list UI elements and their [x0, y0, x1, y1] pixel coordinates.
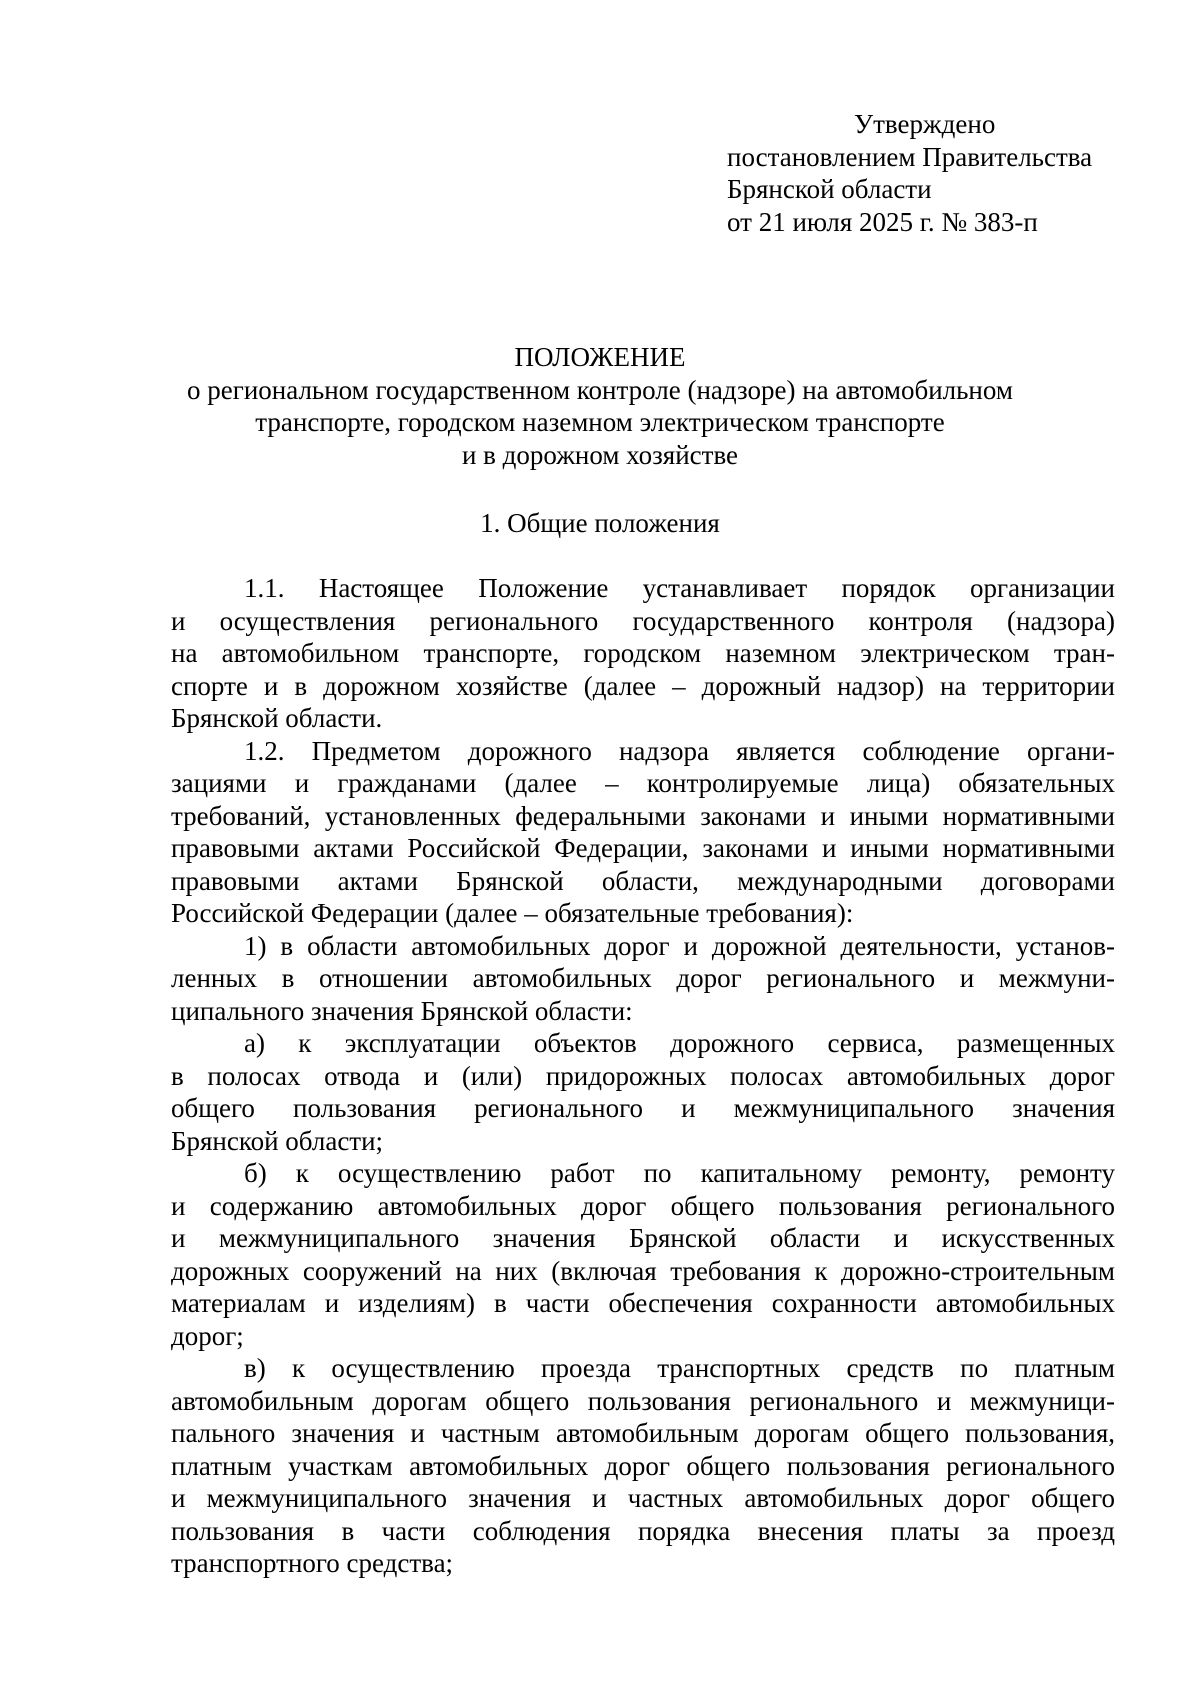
text-line: а) к эксплуатации объектов дорожного сервиса, размещенных — [244, 1028, 1115, 1058]
list-item-1 — [171, 930, 1115, 1028]
text-line: 1.2. Предметом дорожного надзора является соблюдение органи- — [244, 735, 1115, 766]
approval-line: постановлением Правительства — [727, 141, 1093, 172]
text-line: дорожных сооружений на них (включая требования к дорожно-строительным — [171, 1255, 1115, 1286]
text-line: спорте и в дорожном хозяйстве (далее – дорожный надзор) на территории — [171, 670, 1115, 701]
text-line: зациями и гражданами (далее – контролируемые лица) обязательных — [171, 768, 1115, 798]
text-line: и осуществления регионального государственного контроля (надзора) — [171, 605, 1115, 636]
text-line: правовыми актами Брянской области, международными договорами — [171, 865, 1115, 896]
approval-line: Брянской области — [727, 174, 932, 204]
text-line: ципального значения Брянской области: — [171, 995, 633, 1026]
document-title — [0, 341, 1200, 471]
approval-stamp — [727, 108, 1092, 238]
text-line: ленных в отношении автомобильных дорог регионального и межмуни- — [171, 963, 1115, 993]
text-line: 1.1. Настоящее Положение устанавливает порядок организации — [244, 573, 1115, 603]
list-item-a — [171, 1027, 1115, 1157]
text-line: и межмуниципального значения и частных автомобильных дорог общего — [171, 1483, 1115, 1513]
text-line: и межмуниципального значения Брянской области и искусственных — [171, 1223, 1115, 1253]
text-line: в полосах отвода и (или) придорожных полосах автомобильных дорог — [171, 1060, 1115, 1091]
text-line: общего пользования регионального и межмуниципального значения — [171, 1093, 1115, 1123]
title-line: о региональном государственном контроле (надзоре) на автомобильном — [187, 374, 1013, 405]
list-item-v — [171, 1352, 1115, 1580]
text-line: пользования в части соблюдения порядка внесения платы за проезд — [171, 1515, 1115, 1546]
text-line: Российской Федерации (далее – обязательные требования): — [171, 898, 854, 928]
text-line: транспортного средства; — [171, 1548, 454, 1578]
list-item-b — [171, 1157, 1115, 1352]
text-line: автомобильным дорогам общего пользования регионального и межмуници- — [171, 1385, 1115, 1416]
text-line: материалам и изделиям) в части обеспечения сохранности автомобильных — [171, 1288, 1115, 1318]
paragraph-1-2 — [171, 735, 1115, 930]
paragraph-1-1 — [171, 572, 1115, 735]
text-line: пального значения и частным автомобильным дорогам общего пользования, — [171, 1418, 1115, 1448]
title-heading: ПОЛОЖЕНИЕ — [514, 342, 686, 372]
text-line: требований, установленных федеральными законами и иными нормативными — [171, 800, 1115, 831]
text-line: Брянской области; — [171, 1125, 384, 1156]
approval-line: Утверждено — [854, 109, 996, 139]
text-line: правовыми актами Российской Федерации, законами и иными нормативными — [171, 833, 1115, 863]
approval-line: от 21 июля 2025 г. № 383-п — [727, 206, 1038, 237]
section-heading: 1. Общие положения — [480, 508, 720, 538]
text-line: 1) в области автомобильных дорог и дорожной деятельности, установ- — [244, 930, 1115, 961]
document-body — [171, 572, 1115, 1580]
text-line: платным участкам автомобильных дорог общего пользования регионального — [171, 1450, 1115, 1481]
text-line: б) к осуществлению работ по капитальному ремонту, ремонту — [244, 1158, 1115, 1188]
text-line: Брянской области. — [171, 703, 383, 733]
text-line: и содержанию автомобильных дорог общего пользования регионального — [171, 1190, 1115, 1221]
title-line: и в дорожном хозяйстве — [461, 439, 739, 470]
text-line: дорог; — [171, 1320, 244, 1351]
title-line: транспорте, городском наземном электрическом транспорте — [255, 407, 945, 437]
text-line: в) к осуществлению проезда транспортных средств по платным — [244, 1353, 1115, 1383]
text-line: на автомобильном транспорте, городском наземном электрическом тран- — [171, 638, 1115, 668]
